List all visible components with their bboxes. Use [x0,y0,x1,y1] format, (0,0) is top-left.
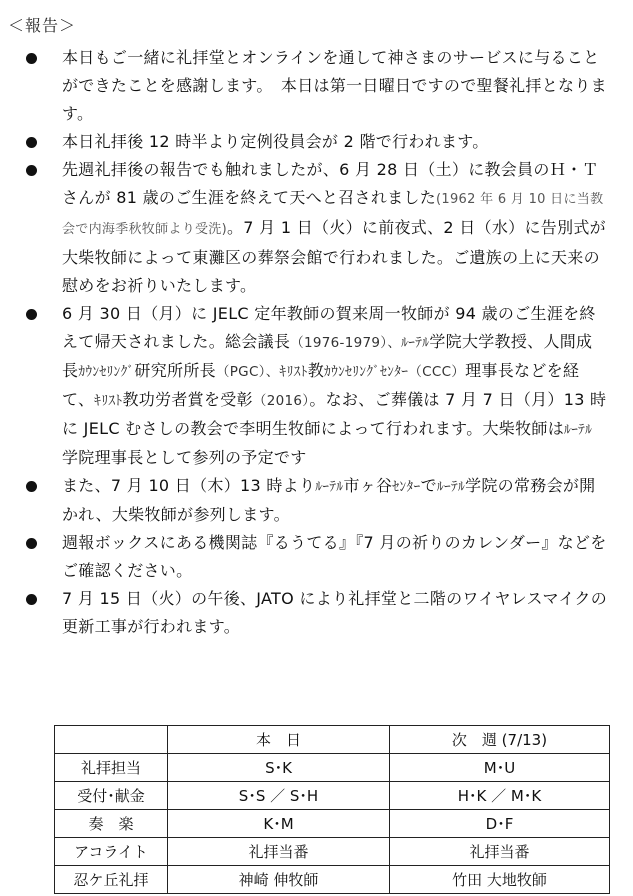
cell-next-week: 竹田 大地牧師 [390,866,610,894]
cell-next-week: 礼拝当番 [390,838,610,866]
table-header-next-week: 次 週 (7/13) [390,726,610,754]
report-small-text: ｾﾝﾀｰ [392,479,421,495]
report-text: 教功労者賞を受彰 [122,390,253,409]
report-item-passing-member [0,156,633,300]
table-row [55,754,610,782]
bullet-icon [26,309,37,320]
report-item-passing-pastor [0,300,633,472]
report-small-text: ｶｳﾝｾﾘﾝｸﾞｾﾝﾀｰ（CCC） [324,364,466,380]
table-header-row [55,726,610,754]
report-item-board-meeting [0,128,633,156]
bullet-icon [26,137,37,148]
report-text: 市ヶ谷 [343,476,393,495]
cell-next-week: H･K ／ M･K [390,782,610,810]
duty-schedule-table [54,725,610,894]
cell-today: K･M [168,810,390,838]
bullet-icon [26,594,37,605]
report-list [0,44,633,641]
bullet-icon [26,538,37,549]
bullet-icon [26,53,37,64]
bullet-icon [26,481,37,492]
report-text: 教 [307,361,325,380]
row-label: 忍ケ丘礼拝 [55,866,168,894]
report-text: で [420,476,437,495]
report-note: (1962 年 6 月 10 日に当教会で内海季秋牧師より受洗) [62,192,604,237]
report-small-text: ﾙｰﾃﾙ [315,479,344,495]
report-text: 学院の常務会が開かれ、大柴牧師が参列します。 [62,476,596,524]
report-text: また、7 月 10 日（木）13 時より [62,476,316,495]
cell-next-week: D･F [390,810,610,838]
report-text: 学院理事長として参列の予定です [62,448,307,467]
table-row [55,866,610,894]
row-label: 受付･献金 [55,782,168,810]
report-text: 週報ボックスにある機関誌『るうてる』『7 月の祈りのカレンダー』などをご確認ください。 [62,533,607,580]
report-text: 7 月 15 日（火）の午後、JATO により礼拝堂と二階のワイヤレスマイクの更新工事が行われます。 [62,589,608,636]
report-text: 理事長などを経て、 [62,361,580,409]
report-heading: ＜報告＞ [8,16,77,35]
table-row [55,838,610,866]
report-item-newsletter [0,529,633,585]
report-item-thanks [0,44,633,128]
row-label: アコライト [55,838,168,866]
cell-today: 礼拝当番 [168,838,390,866]
table-row [55,782,610,810]
report-item-mic-work [0,585,633,641]
report-text: 。7 月 1 日（火）に前夜式、2 日（水）に告別式が大柴牧師によって東灘区の葬祭会館で行われました。ご遺族の上に天来の慰めをお祈りいたします。 [62,218,606,295]
report-small-text: ﾙｰﾃﾙ [436,479,466,495]
report-small-text: （PGC）、ｷﾘｽﾄ [215,364,308,380]
report-text: 本日もご一緒に礼拝堂とオンラインを通して神さまのサービスに与ることができたことを感謝します。 本日は第一日曜日ですので聖餐礼拝となります。 [62,48,607,123]
report-text: 。なお、ご葬儀は 7 月 7 日（月）13 時に JELC むさしの教会で李明生牧師によって行われます。大柴牧師は [62,390,607,438]
table-header-today: 本 日 [168,726,390,754]
report-small-text: ｶｳﾝｾﾘﾝｸﾞ [78,364,135,380]
bullet-icon [26,165,37,176]
table-row [55,810,610,838]
report-small-text: ｷﾘｽﾄ [94,393,123,409]
cell-today: S･K [168,754,390,782]
cell-today: 神崎 伸牧師 [168,866,390,894]
row-label: 奏 楽 [55,810,168,838]
cell-today: S･S ／ S･H [168,782,390,810]
report-small-text: （2016） [252,393,310,409]
report-text: 学院大学教授、人間成長 [62,332,593,380]
report-text: 先週礼拝後の報告でも触れましたが、6 月 28 日（土）に教会員のＨ・Ｔさんが 81 歳のご生涯を終えて天へと召されました [62,160,599,207]
row-label: 礼拝担当 [55,754,168,782]
report-item-standing-committee [0,472,633,529]
report-small-text: ﾙｰﾃﾙ [564,422,593,438]
table-header-cell [55,726,168,754]
report-text: 研究所所長 [134,361,216,380]
report-small-text: （1976-1979）、ﾙｰﾃﾙ [290,335,430,351]
report-text: 本日礼拝後 12 時半より定例役員会が 2 階で行われます。 [62,132,489,151]
cell-next-week: M･U [390,754,610,782]
report-text: 6 月 30 日（月）に JELC 定年教師の賀来周一牧師が 94 歳のご生涯を終えて帰天されました。総会議長 [62,304,596,351]
